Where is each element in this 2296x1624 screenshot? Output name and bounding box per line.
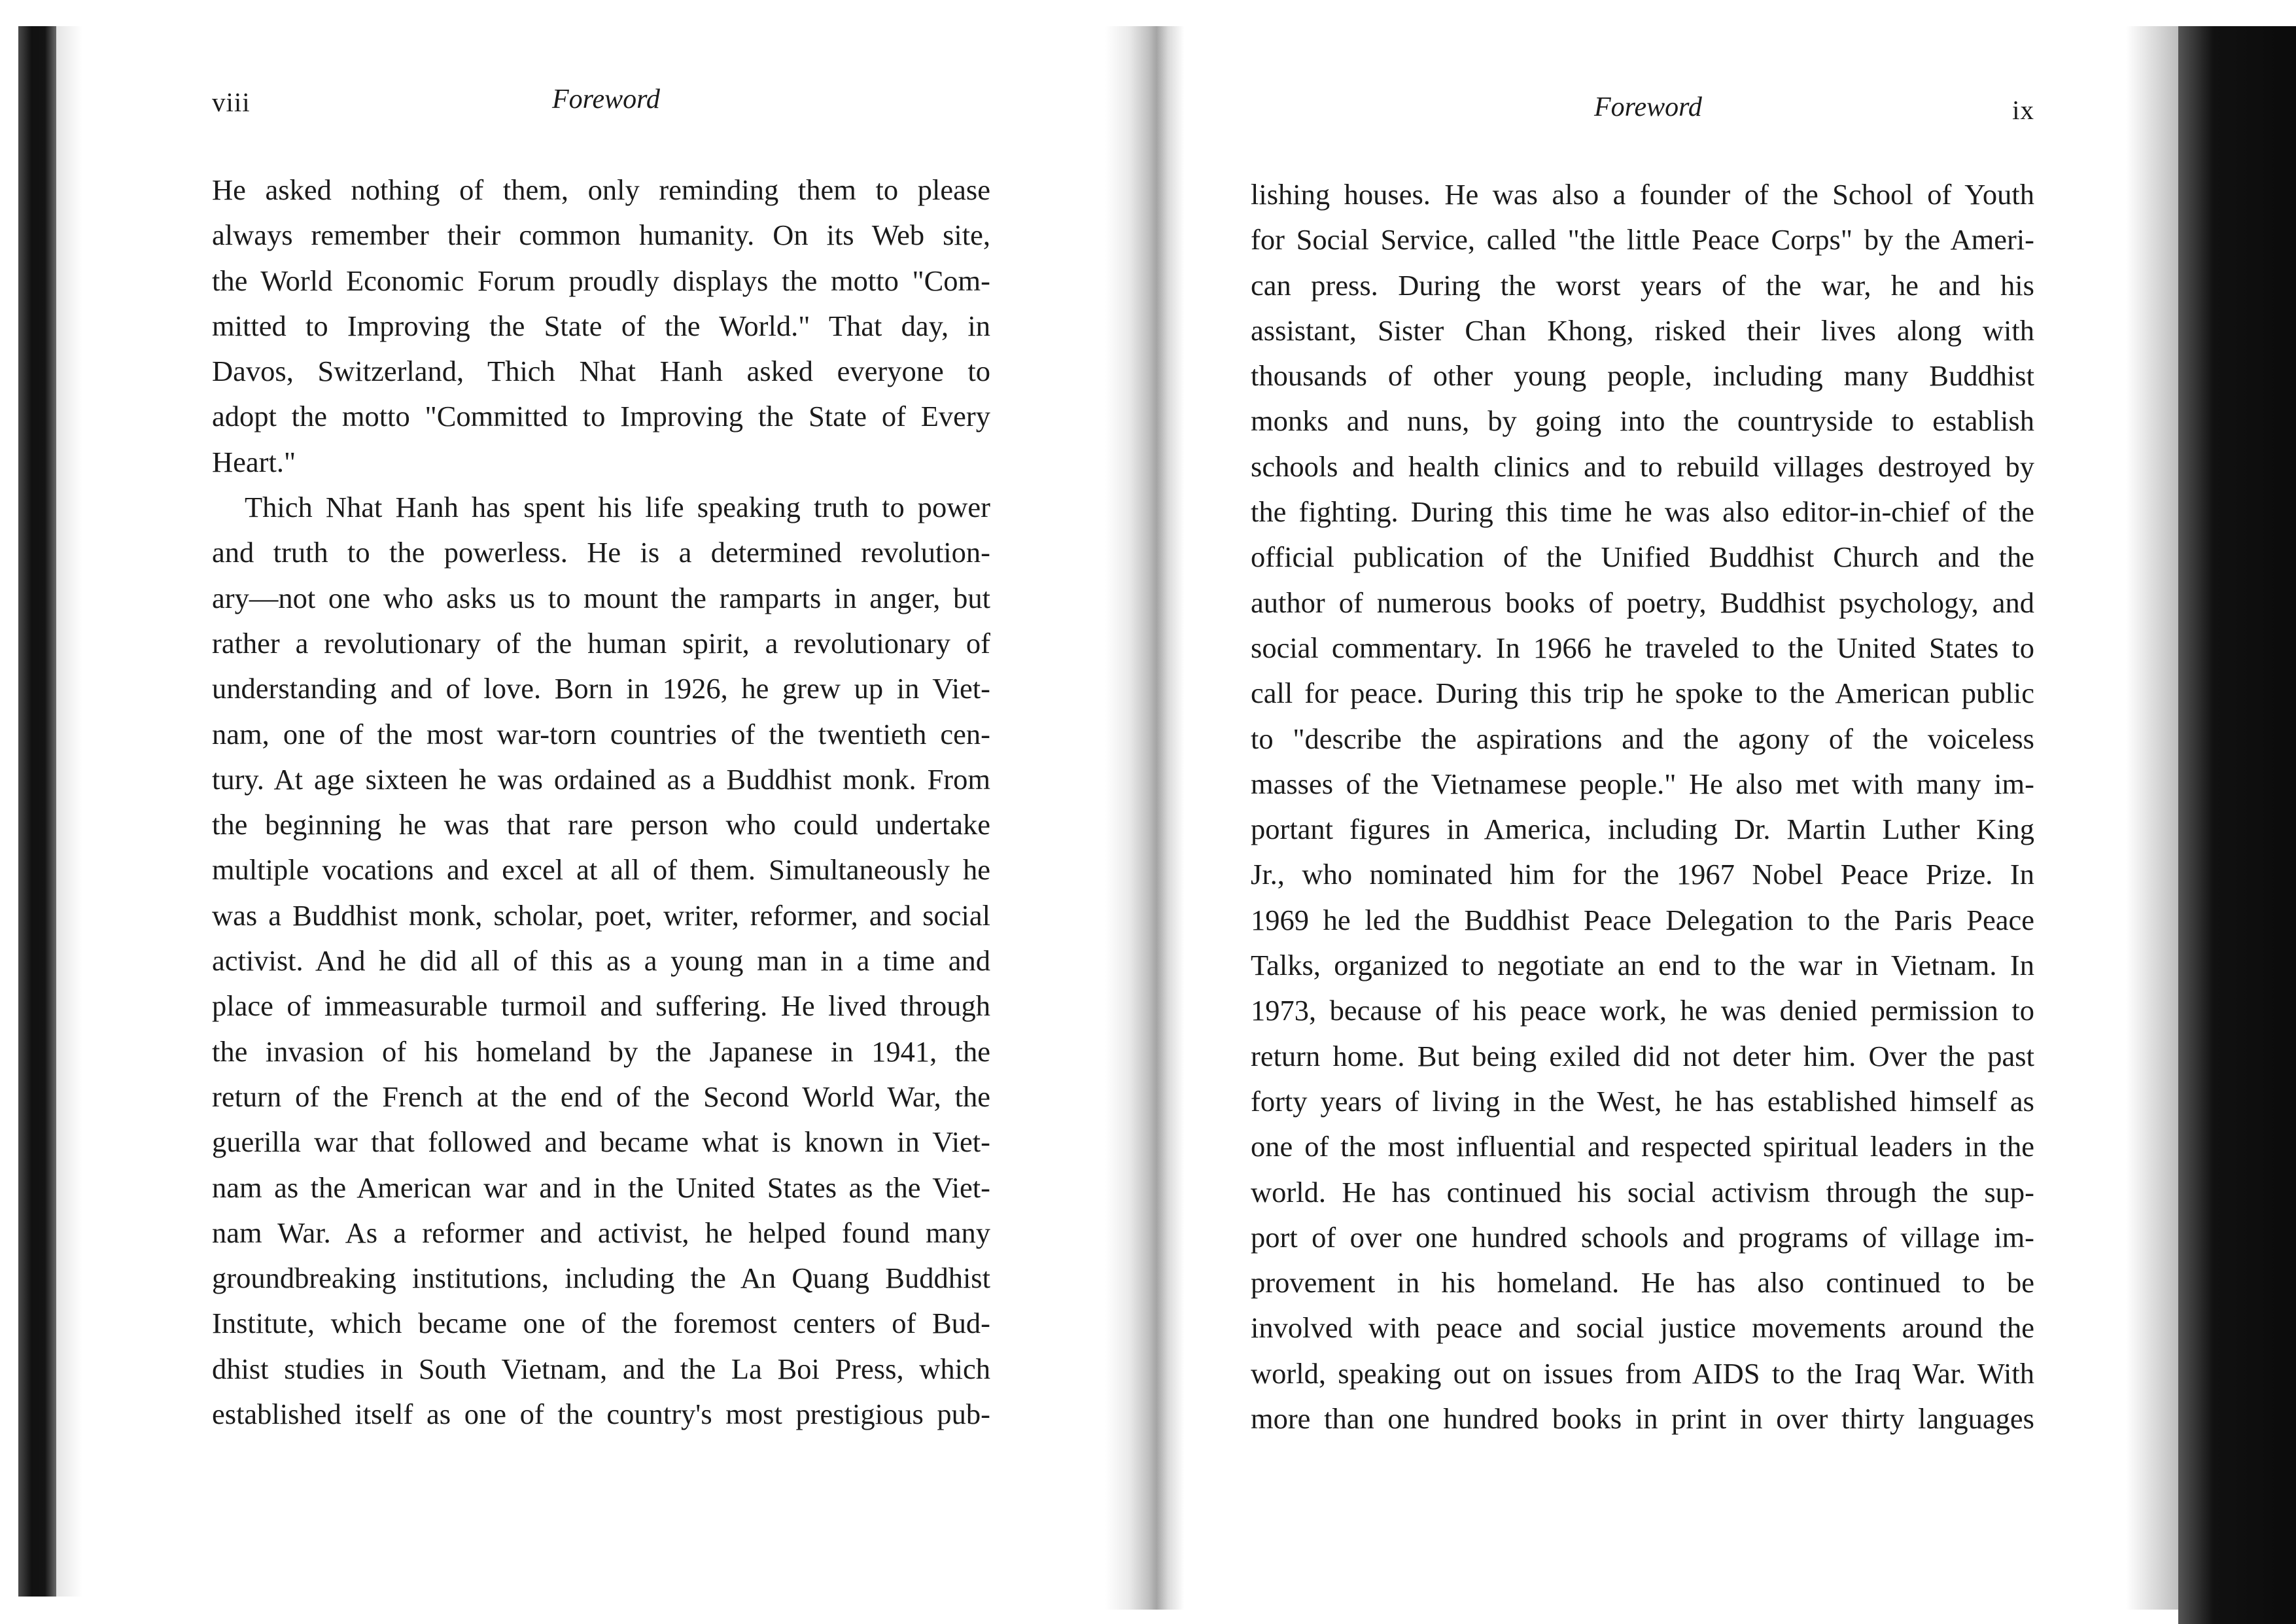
text-line: Talks, organized to negotiate an end to the war in Vietnam. In xyxy=(1251,949,2034,982)
text-line: Thich Nhat Hanh has spent his life speaking truth to power xyxy=(245,491,990,524)
text-line: multiple vocations and excel at all of them. Simultaneously he xyxy=(212,853,990,887)
text-line: assistant, Sister Chan Khong, risked their lives along with xyxy=(1251,313,2034,347)
text-line: author of numerous books of poetry, Buddhist psychology, and xyxy=(1251,586,2034,619)
text-line: thousands of other young people, including many Buddhist xyxy=(1251,359,2034,393)
text-line: nam, one of the most war-torn countries of the twentieth cen- xyxy=(212,717,990,750)
text-line: return of the French at the end of the Second World War, the xyxy=(212,1080,990,1113)
text-line: dhist studies in South Vietnam, and the La Boi Press, which xyxy=(212,1352,990,1385)
text-line: social commentary. In 1966 he traveled to the United States to xyxy=(1251,631,2034,664)
text-line: activist. And he did all of this as a young man in a time and xyxy=(212,944,990,978)
text-line: for Social Service, called "the little Peace Corps" by the Ameri- xyxy=(1251,223,2034,256)
text-line: provement in his homeland. He has also continued to be xyxy=(1251,1266,2034,1299)
scan-edge-right-shadow xyxy=(2126,26,2178,1610)
text-line: always remember their common humanity. On its Web site, xyxy=(212,219,990,252)
text-line: the beginning he was that rare person who could undertake xyxy=(212,808,990,841)
text-line: monks and nuns, by going into the countryside to establish xyxy=(1251,404,2034,438)
text-line: Jr., who nominated him for the 1967 Nobel Peace Prize. In xyxy=(1251,858,2034,891)
text-line: place of immeasurable turmoil and suffering. He lived through xyxy=(212,989,990,1023)
left-page-body xyxy=(212,168,990,1437)
left-page-header xyxy=(212,79,990,131)
text-line: groundbreaking institutions, including the An Quang Buddhist xyxy=(212,1262,990,1295)
text-line: and truth to the powerless. He is a determined revolution- xyxy=(212,536,990,569)
text-line: port of over one hundred schools and programs of village im- xyxy=(1251,1220,2034,1254)
text-line: forty years of living in the West, he has established himself as xyxy=(1251,1084,2034,1118)
text-line: rather a revolutionary of the human spirit, a revolutionary of xyxy=(212,626,990,660)
text-line: nam as the American war and in the United States as the Viet- xyxy=(212,1171,990,1204)
book-gutter-shadow xyxy=(1105,26,1184,1610)
scan-edge-left xyxy=(18,26,56,1597)
text-line: Heart." xyxy=(212,445,296,478)
right-page-number: ix xyxy=(2012,95,2034,125)
left-page-number: viii xyxy=(212,87,251,117)
scan-edge-left-shadow xyxy=(56,26,82,1597)
text-line: tury. At age sixteen he was ordained as a Buddhist monk. From xyxy=(212,762,990,796)
text-line: call for peace. During this trip he spoke to the American public xyxy=(1251,677,2034,710)
text-line: the World Economic Forum proudly displays the motto "Com- xyxy=(212,264,990,297)
text-line: adopt the motto "Committed to Improving the State of Every xyxy=(212,400,990,433)
text-line: world. He has continued his social activism through the sup- xyxy=(1251,1175,2034,1209)
text-line: lishing houses. He was also a founder of the School of Youth xyxy=(1251,178,2034,211)
text-line: one of the most influential and respected spiritual leaders in the xyxy=(1251,1130,2034,1163)
text-line: guerilla war that followed and became what is known in Viet- xyxy=(212,1125,990,1159)
right-page-header xyxy=(1251,79,2034,131)
text-line: Institute, which became one of the foremost centers of Bud- xyxy=(212,1307,990,1340)
text-line: official publication of the Unified Buddhist Church and the xyxy=(1251,540,2034,574)
text-line: ary—not one who asks us to mount the ramparts in anger, but xyxy=(212,581,990,614)
text-line: the fighting. During this time he was also editor-in-chief of the xyxy=(1251,495,2034,529)
text-line: portant figures in America, including Dr. Martin Luther King xyxy=(1251,813,2034,846)
scan-edge-right xyxy=(2178,26,2296,1624)
text-line: return home. But being exiled did not deter him. Over the past xyxy=(1251,1039,2034,1072)
text-line: schools and health clinics and to rebuild villages destroyed by xyxy=(1251,450,2034,483)
text-line: 1969 he led the Buddhist Peace Delegation to the Paris Peace xyxy=(1251,903,2034,936)
text-line: involved with peace and social justice movements around the xyxy=(1251,1311,2034,1345)
text-line: masses of the Vietnamese people." He also met with many im- xyxy=(1251,767,2034,800)
right-running-head: Foreword xyxy=(1594,92,1702,122)
text-line: mitted to Improving the State of the World." That day, in xyxy=(212,309,990,342)
text-line: can press. During the worst years of the war, he and his xyxy=(1251,268,2034,302)
text-line: nam War. As a reformer and activist, he helped found many xyxy=(212,1216,990,1249)
right-page-body xyxy=(1251,172,2034,1441)
text-line: was a Buddhist monk, scholar, poet, writer, reformer, and social xyxy=(212,898,990,932)
text-line: 1973, because of his peace work, he was denied permission to xyxy=(1251,994,2034,1027)
text-line: established itself as one of the country's most prestigious pub- xyxy=(212,1398,990,1431)
left-running-head: Foreword xyxy=(552,84,660,115)
text-line: the invasion of his homeland by the Japanese in 1941, the xyxy=(212,1034,990,1068)
text-line: more than one hundred books in print in over thirty languages xyxy=(1251,1402,2034,1436)
text-line: world, speaking out on issues from AIDS to the Iraq War. With xyxy=(1251,1356,2034,1390)
text-line: Davos, Switzerland, Thich Nhat Hanh asked everyone to xyxy=(212,355,990,388)
text-line: to "describe the aspirations and the agony of the voiceless xyxy=(1251,722,2034,755)
text-line: He asked nothing of them, only reminding them to please xyxy=(212,173,990,206)
text-line: understanding and of love. Born in 1926, he grew up in Viet- xyxy=(212,672,990,705)
